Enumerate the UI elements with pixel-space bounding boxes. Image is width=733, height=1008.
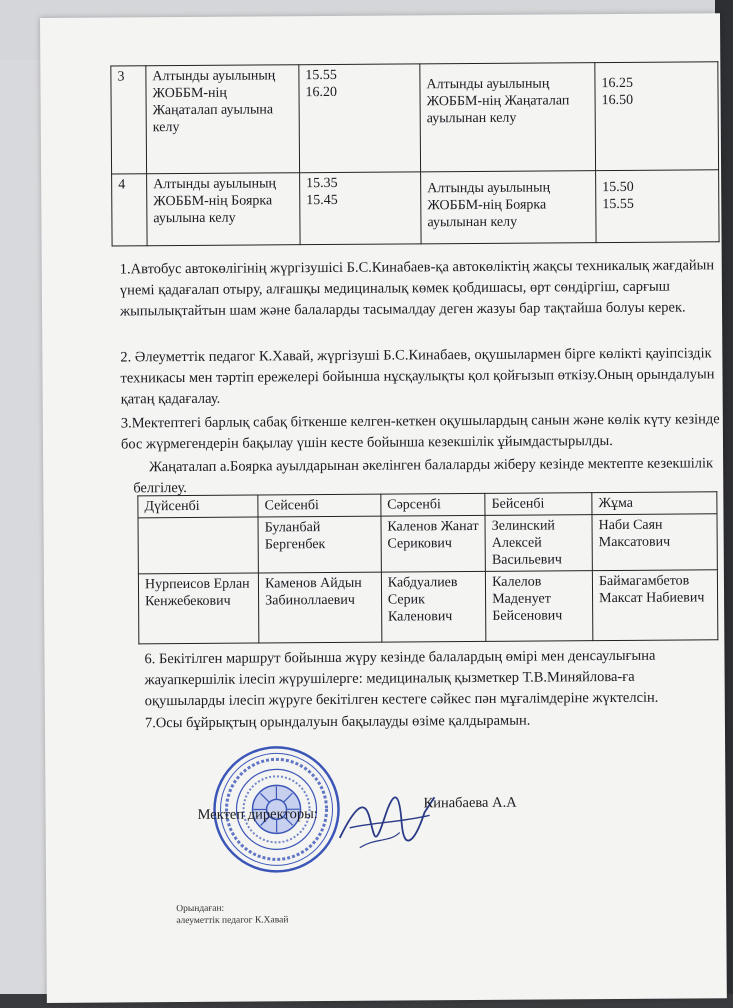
route-return: Алтынды ауылының ЖОББМ-нің Боярка ауылынан келу [421, 171, 596, 244]
return-times: 16.25 16.50 [595, 62, 719, 171]
signer-role: Мектеп директоры: [197, 806, 318, 823]
header-tuesday: Сейсенбі [258, 494, 381, 517]
duty-intro: Жаңаталап а.Боярка ауылдарынан әкелінген балаларды жіберу кезінде мектепте кезекшілік белгілеу. [133, 455, 714, 497]
duty-cell: Калелов Маденует Бейсенович [486, 571, 593, 642]
header-thursday: Бейсенбі [485, 493, 592, 516]
duty-cell: Буланбай Бергенбек [258, 516, 381, 573]
paragraph-1: 1.Автобус автокөлігінің жүргізушісі Б.С.Кинабаев-қа автокөліктің жақсы техникалық жағдайын үнемі қадағалап отыру, алғашқы медициналық көмек қобдишасы, өрт сөндіргіш, сарғыш жыпылықтайтын шам және балаларды тасымалдау деген жазуы бар тақтайша болуы керек. [119, 257, 715, 320]
departure-times: 15.35 15.45 [300, 172, 421, 245]
duty-cell: Баймагамбетов Максат Набиевич [592, 570, 717, 641]
duty-cell [138, 517, 259, 574]
table-row [138, 570, 717, 644]
route-table [110, 61, 719, 246]
header-monday: Дүйсенбі [138, 495, 258, 518]
duty-cell: Наби Саян Максатович [592, 514, 717, 571]
header-friday: Жұма [592, 492, 717, 515]
footer-label: Орындаған: [176, 903, 225, 915]
row-number: 3 [111, 66, 147, 174]
table-row [112, 170, 719, 246]
duty-cell: Каленов Жанат Серикович [381, 515, 486, 572]
document-page [40, 13, 727, 1003]
route-return: Алтынды ауылының ЖОББМ-нің Жаңаталап ауылынан келу [420, 63, 596, 172]
duty-cell: Кабдуалиев Серик Каленович [381, 571, 486, 642]
header-wednesday: Сәрсенбі [381, 493, 485, 516]
duty-table [137, 491, 718, 644]
paragraph-2: 2. Әлеуметтік педагог К.Хавай, жүргізуші Б.С.Кинабаев, оқушылармен бірге көлікті қауіпсіздік техникасы мен тәртіп ережелері бойынша нұсқаулықты қол қойғызып өткізу.Оның орындалуын қатаң қадағалау. [120, 345, 715, 408]
table-row [111, 62, 719, 174]
duty-cell: Зелинский Алексей Васильевич [485, 515, 592, 572]
table-row [138, 514, 717, 574]
departure-times: 15.55 16.20 [299, 64, 421, 173]
route-destination: Алтынды ауылының ЖОББМ-нің Жаңаталап ауылына келу [146, 65, 300, 174]
row-number: 4 [112, 174, 148, 246]
return-times: 15.50 15.55 [596, 170, 719, 243]
footer-author: әлеуметтік педагог К.Хавай [176, 915, 289, 927]
signer-name: Кинабаева А.А [423, 794, 517, 812]
paragraph-7: 7.Осы бұйрықтың орындалуын бақылауды өзіме қалдырамын. [144, 712, 531, 732]
route-destination: Алтынды ауылының ЖОББМ-нің Боярка ауылына келу [147, 173, 300, 246]
duty-cell: Каменов Айдын Забиноллаевич [259, 572, 382, 643]
paragraph-3: 3.Мектептегі барлық сабақ біткенше келген-кеткен оқушылардың санын және көлік күту кезінде бос жүрмегендерін бақылау үшін кесте бойынша кезекшілік ұйымдастырылды. [120, 411, 720, 453]
paragraph-6: 6. Бекітілген маршрут бойынша жүру кезінде балалардың өмірі мен денсаулығына жауапкершілік ілесіп жүрушілерге: медициналық қызметкер Т.В.Миняйлова-ға оқушыларды ілесіп жүруге бекітілген кестеге сәйкес пән мұғалімдеріне жүктелсін. [144, 647, 659, 710]
duty-cell: Нурпеисов Ерлан Кенжебекович [138, 573, 259, 644]
